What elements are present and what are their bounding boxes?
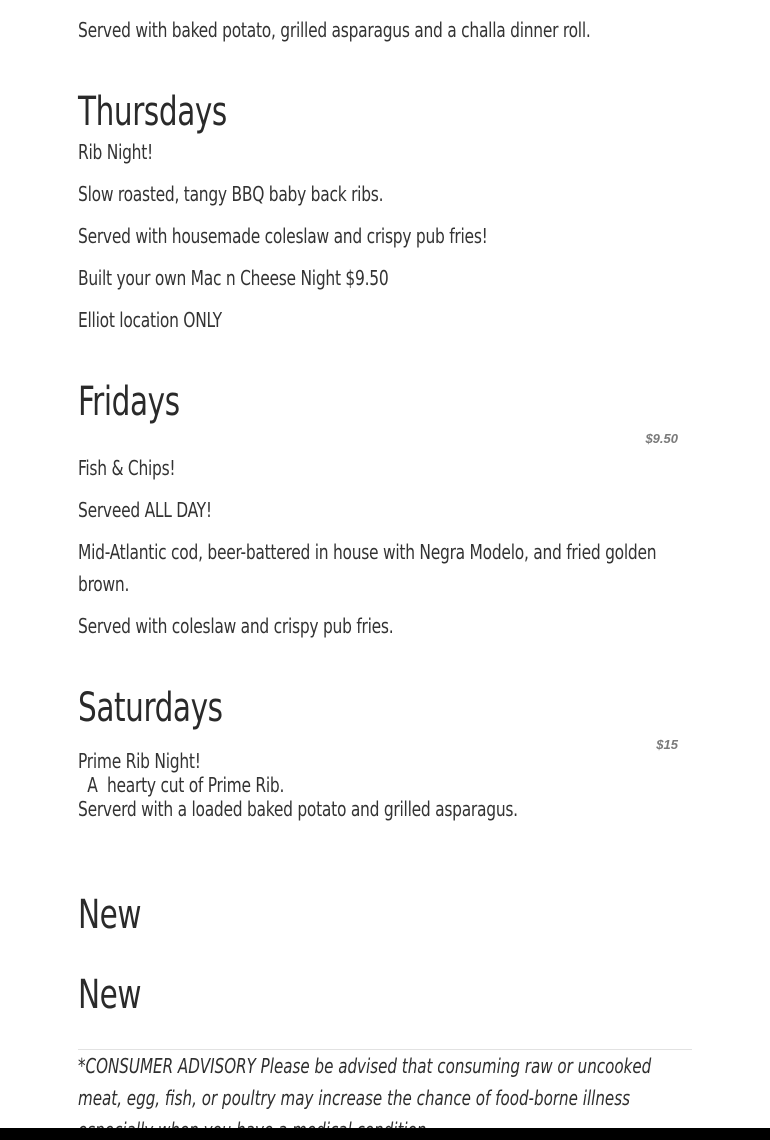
saturdays-heading: Saturdays [78, 685, 223, 731]
saturdays-line-1: Prime Rib Night! [78, 749, 201, 773]
new-section-heading-1: New [78, 892, 142, 938]
saturdays-line-2: A hearty cut of Prime Rib. [78, 773, 285, 797]
fridays-heading: Fridays [78, 379, 180, 425]
fridays-line-1: Fish & Chips! [78, 456, 176, 480]
fridays-line-4: Served with coleslaw and crispy pub fries. [78, 614, 394, 638]
thursdays-line-4: Built your own Mac n Cheese Night $9.50 [78, 266, 389, 290]
thursdays-line-3: Served with housemade coleslaw and crispy pub fries! [78, 224, 488, 248]
thursdays-line-1: Rib Night! [78, 140, 153, 164]
saturdays-line-3: Serverd with a loaded baked potato and grilled asparagus. [78, 797, 518, 821]
fridays-line-2: Serveed ALL DAY! [78, 498, 212, 522]
fridays-price: $9.50 [645, 431, 678, 446]
consumer-advisory: *CONSUMER ADVISORY Please be advised that consuming raw or uncooked meat, egg, fish, or poultry may increase the chance of food-borne illness [78, 1054, 652, 1110]
thursdays-line-2: Slow roasted, tangy BBQ baby back ribs. [78, 182, 384, 206]
fridays-line-3: Mid-Atlantic cod, beer-battered in house with Negra Modelo, and fried golden brown. [78, 540, 657, 596]
thursdays-heading: Thursdays [78, 89, 227, 135]
wednesday-served-with: Served with baked potato, grilled asparagus and a challa dinner roll. [78, 18, 591, 42]
bottom-bar [0, 1128, 770, 1140]
new-section-heading-2: New [78, 972, 142, 1018]
thursdays-line-5: Elliot location ONLY [78, 308, 222, 332]
saturdays-price: $15 [656, 737, 678, 752]
